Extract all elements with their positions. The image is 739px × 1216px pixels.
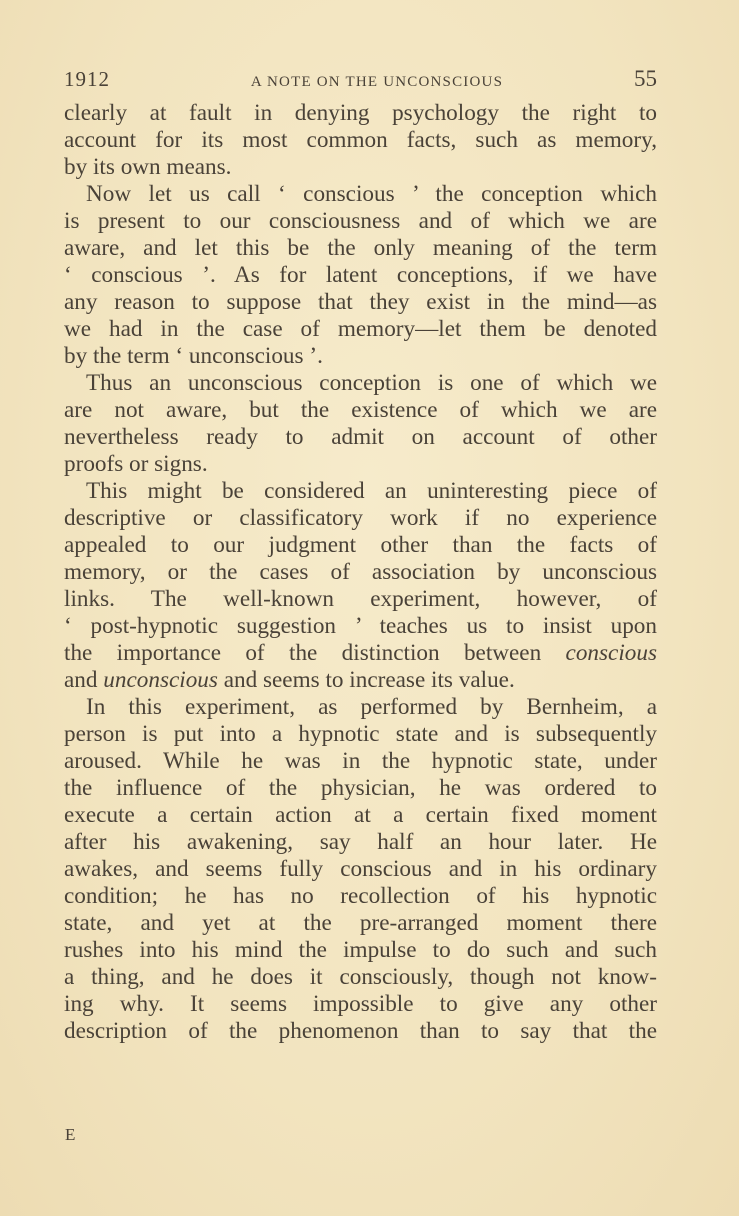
running-head-year: 1912 <box>64 67 110 91</box>
text-line: appealed to our judgment other than the facts of <box>64 532 657 558</box>
text-line: any reason to suppose that they exist in the mind—as <box>64 289 657 315</box>
paragraph <box>64 181 657 370</box>
text-line: ‘ post-hypnotic suggestion ’ teaches us to insist upon <box>64 613 657 639</box>
text-line: aroused. While he was in the hypnotic state, under <box>64 748 657 774</box>
book-page <box>64 66 657 1045</box>
text-line: descriptive or classificatory work if no experience <box>64 505 657 531</box>
text-line <box>64 667 657 694</box>
text-line: are not aware, but the existence of which we are <box>64 397 657 423</box>
text-line: memory, or the cases of association by unconscious <box>64 559 657 585</box>
signature-mark: E <box>65 1125 77 1144</box>
italic-term-conscious: conscious <box>565 640 657 666</box>
italic-term-unconscious: unconscious <box>103 667 218 693</box>
text-line: description of the phenomenon than to say that the <box>64 1018 657 1044</box>
paragraph <box>64 694 657 1045</box>
text-line: the influence of the physician, he was ordered to <box>64 775 657 801</box>
text-line <box>64 640 657 667</box>
text-line: after his awakening, say half an hour later. He <box>64 829 657 855</box>
paragraph <box>64 370 657 478</box>
text-line: execute a certain action at a certain fixed moment <box>64 802 657 828</box>
text-line: person is put into a hypnotic state and is subsequently <box>64 721 657 747</box>
text-line: we had in the case of memory—let them be denoted <box>64 316 657 342</box>
text-line: a thing, and he does it consciously, though not know- <box>64 964 657 990</box>
text-line: ing why. It seems impossible to give any other <box>64 991 657 1017</box>
text-line: account for its most common facts, such as memory, <box>64 127 657 153</box>
text-segment: the importance of the distinction between <box>64 640 566 666</box>
text-line: In this experiment, as performed by Bernheim, a <box>86 694 657 720</box>
paragraph <box>64 478 657 694</box>
text-line: Now let us call ‘ conscious ’ the conception which <box>86 181 657 207</box>
text-segment: and <box>64 667 104 693</box>
text-line: rushes into his mind the impulse to do such and such <box>64 937 657 963</box>
page-number: 55 <box>633 66 657 91</box>
text-line: links. The well-known experiment, however, of <box>64 586 657 612</box>
paragraph <box>64 100 657 181</box>
text-line: awakes, and seems fully conscious and in his ordinary <box>64 856 657 882</box>
text-line: by its own means. <box>64 154 232 180</box>
text-line: proofs or signs. <box>64 451 208 477</box>
text-segment: and seems to increase its value. <box>217 667 515 693</box>
text-line: clearly at fault in denying psychology the right to <box>64 100 657 126</box>
text-line: This might be considered an uninteresting piece of <box>86 478 657 504</box>
running-head-title: A NOTE ON THE UNCONSCIOUS <box>250 74 504 90</box>
text-line: Thus an unconscious conception is one of which we <box>86 370 657 396</box>
running-head <box>64 66 657 96</box>
text-line: ‘ conscious ’. As for latent conceptions, if we have <box>64 262 657 288</box>
text-line: by the term ‘ unconscious ’. <box>64 343 323 369</box>
text-line: state, and yet at the pre-arranged moment there <box>64 910 657 936</box>
text-line: condition; he has no recollection of his hypnotic <box>64 883 657 909</box>
text-line: is present to our consciousness and of which we are <box>64 208 657 234</box>
text-line: nevertheless ready to admit on account of other <box>64 424 657 450</box>
text-line: aware, and let this be the only meaning of the term <box>64 235 657 261</box>
body-text <box>64 100 657 1045</box>
